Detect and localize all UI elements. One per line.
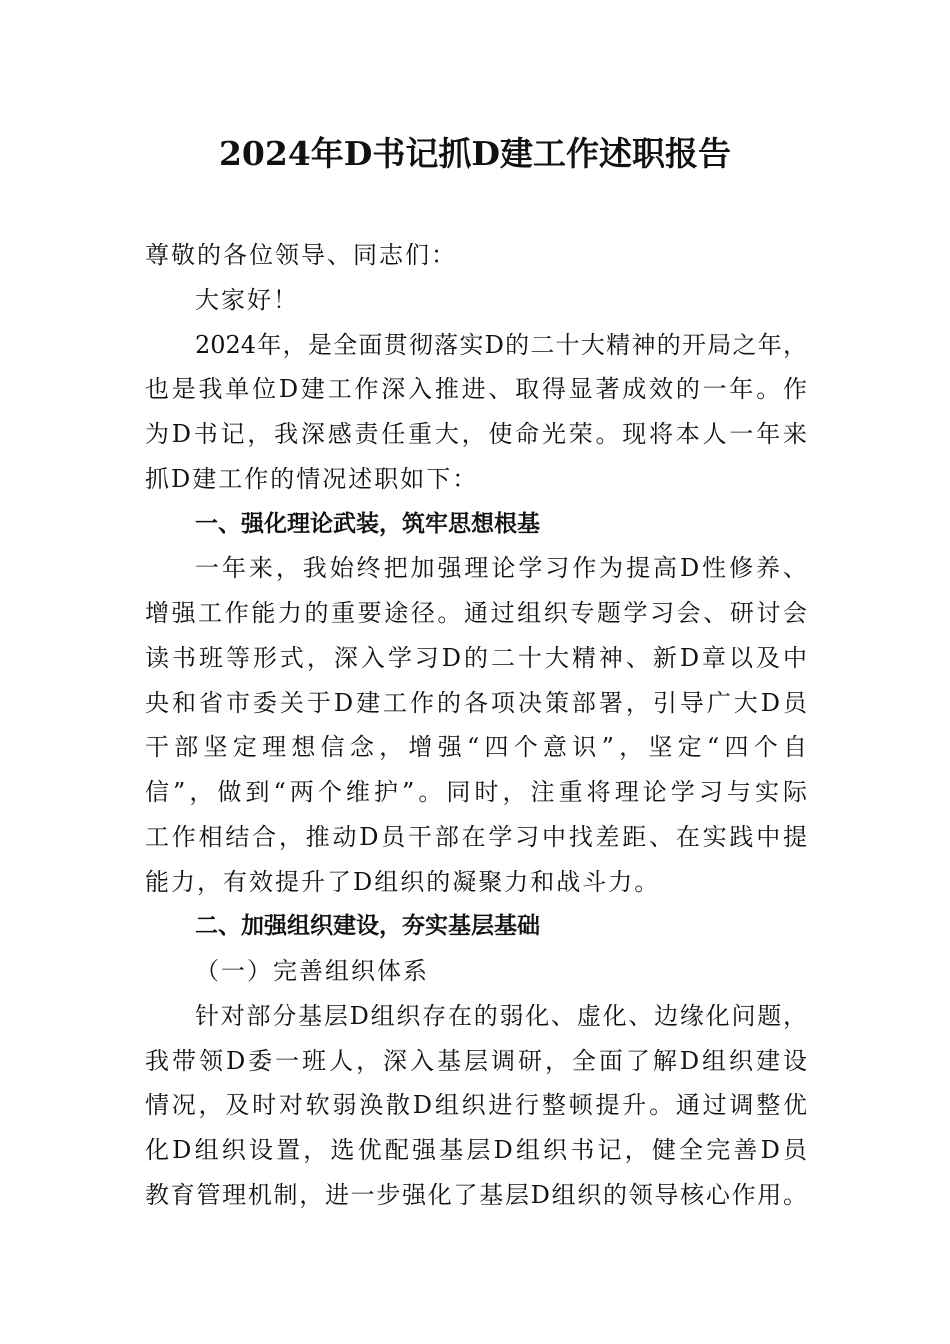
text-line: 干部坚定理想信念，增强“四个意识”，坚定“四个自 (145, 733, 807, 762)
text-line: 一、强化理论武装，筑牢思想根基 (195, 510, 540, 537)
text-line: 一年来，我始终把加强理论学习作为提高D性修养、 (195, 554, 807, 583)
text-line: 我带领D委一班人，深入基层调研，全面了解D组织建设 (145, 1046, 807, 1075)
text-line: 信”，做到“两个维护”。同时，注重将理论学习与实际 (145, 778, 807, 806)
subsection-heading (145, 949, 807, 994)
text-line: 大家好！ (195, 285, 299, 314)
text-line: 央和省市委关于D建工作的各项决策部署，引导广大D员 (145, 688, 807, 717)
text-line: 工作相结合，推动D员干部在学习中找差距、在实践中提 (145, 822, 807, 851)
text-line: 教育管理机制，进一步强化了基层D组织的领导核心作用。 (145, 1180, 807, 1209)
document-title: 2024年D书记抓D建工作述职报告 (218, 134, 732, 173)
text-line: 抓D建工作的情况述职如下： (145, 464, 479, 493)
paragraph (145, 323, 807, 502)
paragraph (145, 233, 807, 278)
text-line: 也是我单位D建工作深入推进、取得显著成效的一年。作 (145, 375, 807, 404)
text-line: 情况，及时对软弱涣散D组织进行整顿提升。通过调整优 (145, 1091, 807, 1120)
text-line: （一）完善组织体系 (195, 957, 429, 985)
paragraph (145, 546, 807, 904)
paragraph (145, 278, 807, 323)
section-heading (145, 904, 807, 949)
text-line: 增强工作能力的重要途径。通过组织专题学习会、研讨会 (145, 599, 807, 627)
section-heading (145, 502, 807, 547)
text-line: 读书班等形式，深入学习D的二十大精神、新D章以及中 (145, 643, 807, 672)
text-line: 针对部分基层D组织存在的弱化、虚化、边缘化问题， (195, 1001, 807, 1030)
text-line: 二、加强组织建设，夯实基层基础 (195, 913, 540, 940)
text-line: 为D书记，我深感责任重大，使命光荣。现将本人一年来 (145, 420, 807, 448)
paragraph (145, 994, 807, 1218)
document-body (145, 233, 807, 1218)
text-line: 尊敬的各位领导、同志们： (145, 241, 457, 269)
text-line: 能力，有效提升了D组织的凝聚力和战斗力。 (145, 867, 661, 896)
text-line: 2024年，是全面贯彻落实D的二十大精神的开局之年， (195, 330, 807, 359)
text-line: 化D组织设置，选优配强基层D组织书记，健全完善D员 (145, 1136, 807, 1164)
